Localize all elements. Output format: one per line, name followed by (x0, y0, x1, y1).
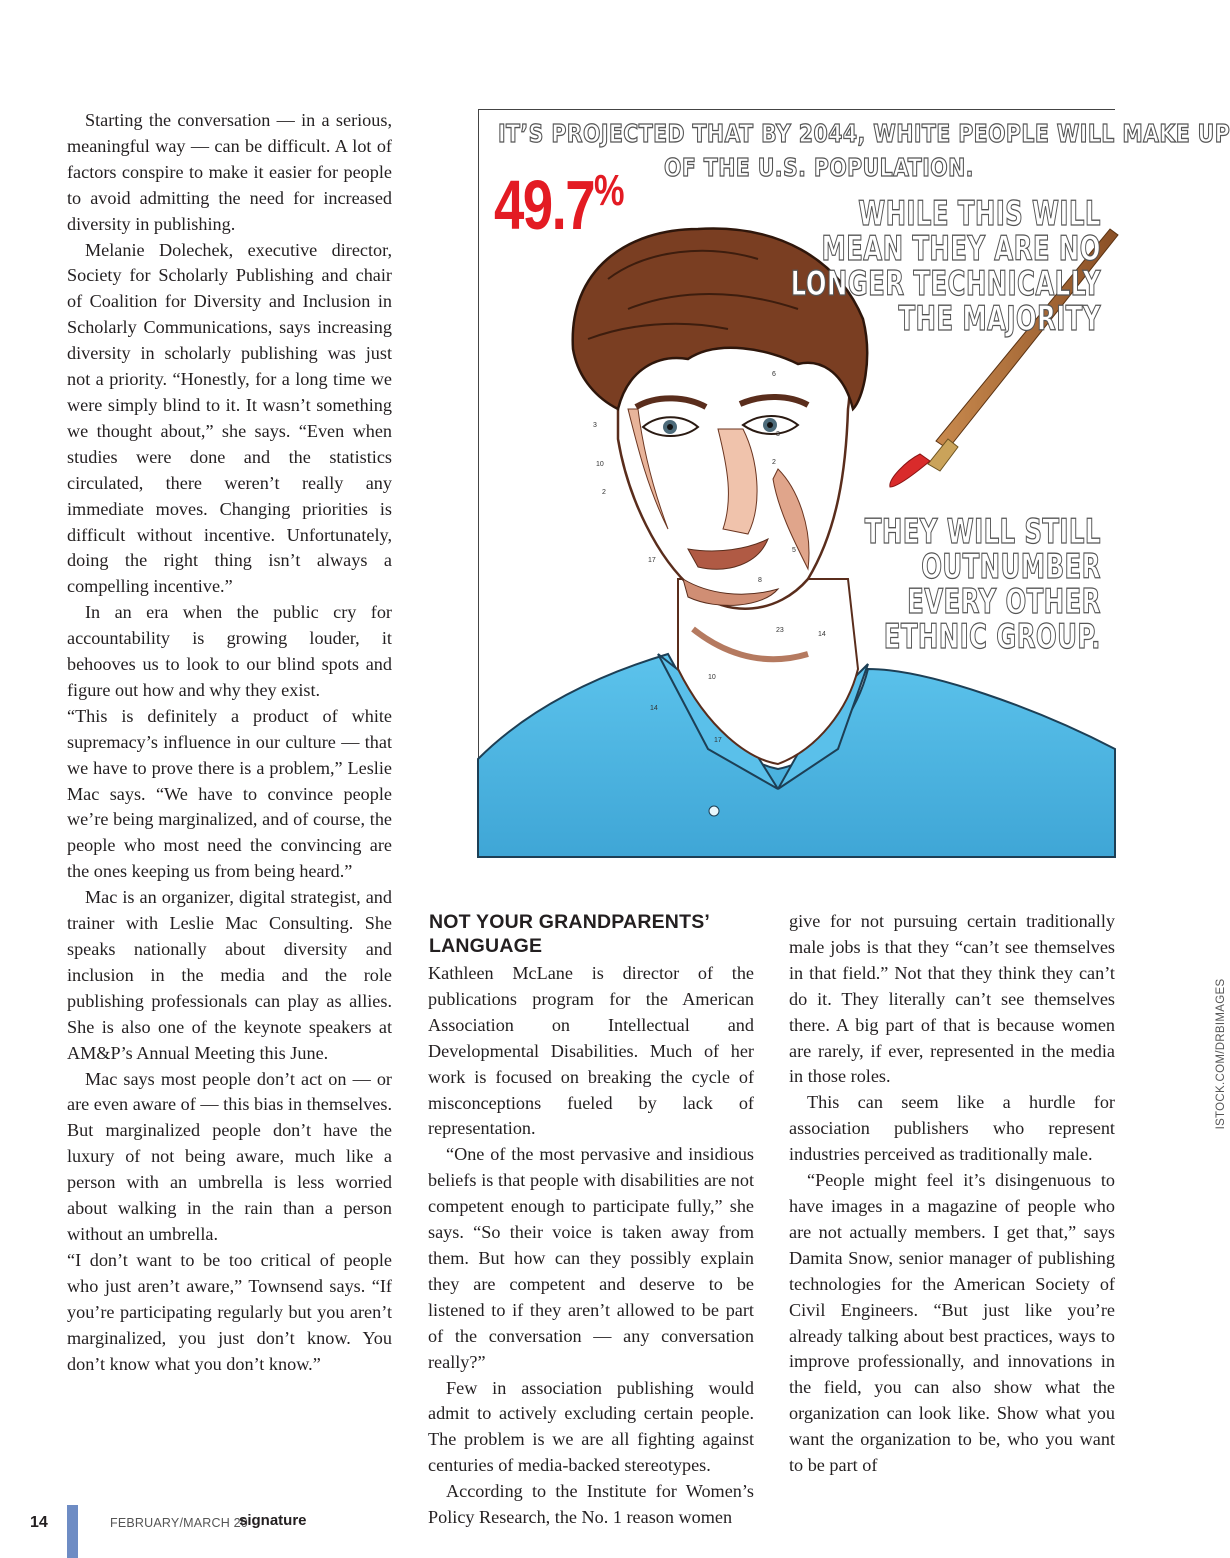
paragraph: Kathleen McLane is director of the publications program for the American Association on Intellectual and Developmental Disabilities. Much of her work is focused on breaking the cycle of misconceptions fueled by lack of representation. (428, 963, 754, 1139)
paragraph: “This is definitely a product of white supremacy’s influence in our culture — that we have to prove there is a problem,” Leslie Mac says. “We have to convince people we’re being marginalized, and of course, the people who most need the convincing are the ones keeping us from being heard.” (67, 705, 392, 882)
stat-percentage (494, 151, 623, 245)
paint-number: 10 (596, 461, 604, 468)
paragraph: “I don’t want to be too critical of people who just aren’t aware,” Townsend says. “If you’re participating regularly but you aren’t marginalized, you just don’t know. You don’t know what you don’t know.” (67, 1249, 392, 1374)
paint-number: 3 (593, 422, 597, 429)
shirt-button (709, 806, 719, 816)
overlay-block-majority (790, 194, 1101, 339)
paragraph: Starting the conversation — in a serious, meaningful way — can be difficult. A lot of factors conspire to make it easier for people to avoid admitting the need for increased diversity in publishing. (67, 110, 392, 234)
article-right-column (789, 909, 1115, 1479)
paragraph: Melanie Dolechek, executive director, Society for Scholarly Publishing and chair of Coalition for Diversity and Inclusion in Scholarly Communications, says increasing diversity in scholarly publishing was just not a priority. “Honestly, for a long time we were simply blind to it. It wasn’t something we thought about,” she says. “Even when studies were done and the statistics circulated, there weren’t really any immediate moves. Changing priorities is difficult without incentive. Unfortunately, doing the right thing isn’t always a compelling incentive.” (67, 239, 392, 597)
overlay-block-line: ETHNIC GROUP. (883, 617, 1101, 657)
photo-credit: ISTOCK.COM/DRBIMAGES (1215, 978, 1227, 1130)
article-left-column (67, 108, 392, 1377)
stat-value: 49.7 (494, 166, 595, 244)
paint-number: 10 (708, 674, 716, 681)
section-heading: NOT YOUR GRANDPARENTS’ LANGUAGE (429, 911, 709, 957)
paragraph: Mac is an organizer, digital strategist, and trainer with Leslie Mac Consulting. She speaks nationally about diversity and inclusion in the media and the role publishing professionals can play as allies. She is also one of the keynote speakers at AM&P’s Annual Meeting this June. (67, 887, 392, 1063)
paint-number: 6 (772, 371, 776, 378)
overlay-line-1: IT’S PROJECTED THAT BY 2044, WHITE PEOPLE WILL MAKE UP (498, 119, 1230, 148)
magazine-name: signature (239, 1512, 307, 1529)
paint-number: 17 (648, 557, 656, 564)
paragraph: Few in association publishing would admit to actively excluding certain people. The problem is we are all fighting against centuries of media-backed stereotypes. (428, 1377, 754, 1476)
overlay-block-line: MEAN THEY ARE NO (821, 229, 1101, 269)
paint-number: 2 (772, 459, 776, 466)
overlay-block-line: LONGER TECHNICALLY (790, 264, 1101, 304)
footer-accent-bar (67, 1505, 78, 1558)
paragraph: give for not pursuing certain traditionally male jobs is that they “can’t see themselves in that field.” Not that they think they can’t do it. They literally can’t see themselves there. A big part of that is because women are rarely, if ever, represented in the media in those roles. (789, 911, 1115, 1087)
paragraph: This can seem like a hurdle for association publishers who represent industries perceived as traditionally male. (789, 1092, 1115, 1165)
overlay-block-line: WHILE THIS WILL (858, 194, 1101, 234)
overlay-line-2: OF THE U.S. POPULATION. (664, 153, 974, 182)
page-number: 14 (30, 1514, 48, 1531)
paragraph: According to the Institute for Women’s Policy Research, the No. 1 reason women (428, 1481, 754, 1528)
paint-by-number-illustration (478, 109, 1230, 857)
paint-number: 3 (776, 431, 780, 438)
article-middle-column (428, 961, 754, 1531)
issue-date: FEBRUARY/MARCH 20 (110, 1516, 248, 1530)
paragraph: “One of the most pervasive and insidious beliefs is that people with disabilities are not competent enough to participate fully,” she says. “So their voice is taken away from them. But how can they possibly explain they are competent and deserve to be listened to if they aren’t allowed to be part of the conversation — any conversation really?” (428, 1144, 754, 1372)
paint-number: 14 (818, 631, 826, 638)
overlay-block-line: THE MAJORITY (898, 299, 1101, 339)
paint-number: 17 (714, 737, 722, 744)
paint-number: 23 (776, 627, 784, 634)
paint-number: 2 (602, 489, 606, 496)
overlay-block-outnumber (864, 512, 1101, 657)
overlay-block-line: EVERY OTHER (907, 582, 1101, 622)
paint-number: 8 (758, 577, 762, 584)
paint-number: 5 (792, 547, 796, 554)
overlay-block-line: OUTNUMBER (921, 547, 1101, 587)
paragraph: In an era when the public cry for accountability is growing louder, it behooves us to look to our blind spots and figure out how and why they exist. (67, 602, 392, 700)
paragraph: “People might feel it’s disingenuous to have images in a magazine of people who are not actually members. I get that,” says Damita Snow, senior manager of publishing technologies for the American Society of Civil Engineers. “But just like you’re already talking about best practices, ways to improve professionally, and innovations in the field, you can also show what the organization can look like. Show what you want the organization to be, who you want to be part of (789, 1170, 1115, 1476)
paint-number: 14 (650, 705, 658, 712)
paragraph: Mac says most people don’t act on — or are even aware of — this bias in themselves. But marginalized people don’t have the luxury of not being aware, much like a person with an umbrella is less worried about walking in the rain than a person without an umbrella. (67, 1068, 392, 1244)
stat-symbol: % (594, 166, 623, 215)
overlay-block-line: THEY WILL STILL (864, 512, 1101, 552)
